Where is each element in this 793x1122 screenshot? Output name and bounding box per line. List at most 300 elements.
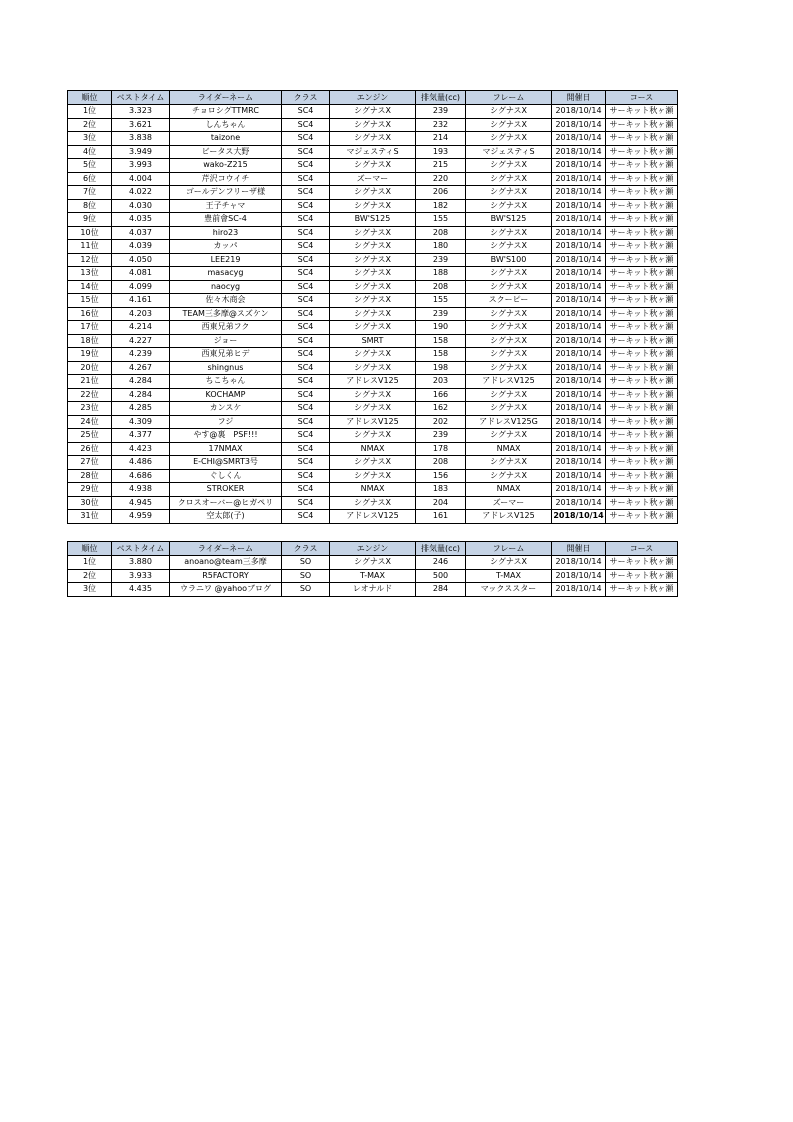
displacement-cell: 198 bbox=[416, 361, 466, 375]
rider-name-cell: しんちゃん bbox=[170, 118, 282, 132]
sc4-results-table bbox=[67, 90, 678, 524]
class-cell: SO bbox=[282, 556, 330, 570]
header-engine: エンジン bbox=[330, 91, 416, 105]
engine-cell: シグナスX bbox=[330, 186, 416, 200]
table-row bbox=[68, 145, 678, 159]
engine-cell: シグナスX bbox=[330, 321, 416, 335]
displacement-cell: 155 bbox=[416, 213, 466, 227]
frame-cell: シグナスX bbox=[466, 226, 552, 240]
engine-cell: シグナスX bbox=[330, 240, 416, 254]
displacement-cell: 204 bbox=[416, 496, 466, 510]
frame-cell: シグナスX bbox=[466, 172, 552, 186]
header-date: 開催日 bbox=[552, 91, 606, 105]
rider-name-cell: ちこちゃん bbox=[170, 375, 282, 389]
course-cell: サーキット秋ヶ瀬 bbox=[606, 510, 678, 524]
frame-cell: シグナスX bbox=[466, 456, 552, 470]
date-cell: 2018/10/14 bbox=[552, 132, 606, 146]
class-cell: SC4 bbox=[282, 186, 330, 200]
course-cell: サーキット秋ヶ瀬 bbox=[606, 307, 678, 321]
engine-cell: アドレスV125 bbox=[330, 375, 416, 389]
engine-cell: シグナスX bbox=[330, 226, 416, 240]
course-cell: サーキット秋ヶ瀬 bbox=[606, 442, 678, 456]
engine-cell: ズーマー bbox=[330, 172, 416, 186]
rank-cell: 12位 bbox=[68, 253, 112, 267]
rank-cell: 7位 bbox=[68, 186, 112, 200]
engine-cell: シグナスX bbox=[330, 132, 416, 146]
frame-cell: T-MAX bbox=[466, 569, 552, 583]
date-cell: 2018/10/14 bbox=[552, 253, 606, 267]
course-cell: サーキット秋ヶ瀬 bbox=[606, 280, 678, 294]
rank-cell: 15位 bbox=[68, 294, 112, 308]
course-cell: サーキット秋ヶ瀬 bbox=[606, 469, 678, 483]
class-cell: SC4 bbox=[282, 496, 330, 510]
class-cell: SC4 bbox=[282, 334, 330, 348]
course-cell: サーキット秋ヶ瀬 bbox=[606, 172, 678, 186]
header-rider-name: ライダーネーム bbox=[170, 91, 282, 105]
date-cell: 2018/10/14 bbox=[552, 583, 606, 597]
table-row bbox=[68, 186, 678, 200]
frame-cell: NMAX bbox=[466, 483, 552, 497]
best-time-cell: 4.035 bbox=[112, 213, 170, 227]
best-time-cell: 4.099 bbox=[112, 280, 170, 294]
class-cell: SC4 bbox=[282, 253, 330, 267]
frame-cell: アドレスV125 bbox=[466, 510, 552, 524]
course-cell: サーキット秋ヶ瀬 bbox=[606, 496, 678, 510]
best-time-cell: 4.377 bbox=[112, 429, 170, 443]
frame-cell: シグナスX bbox=[466, 280, 552, 294]
date-cell: 2018/10/14 bbox=[552, 402, 606, 416]
class-cell: SC4 bbox=[282, 145, 330, 159]
course-cell: サーキット秋ヶ瀬 bbox=[606, 199, 678, 213]
rider-name-cell: E-CHI@SMRT3号 bbox=[170, 456, 282, 470]
date-cell: 2018/10/14 bbox=[552, 496, 606, 510]
course-cell: サーキット秋ヶ瀬 bbox=[606, 105, 678, 119]
date-cell: 2018/10/14 bbox=[552, 415, 606, 429]
table-row bbox=[68, 105, 678, 119]
best-time-cell: 4.423 bbox=[112, 442, 170, 456]
engine-cell: シグナスX bbox=[330, 429, 416, 443]
frame-cell: BW'S100 bbox=[466, 253, 552, 267]
date-cell: 2018/10/14 bbox=[552, 294, 606, 308]
engine-cell: アドレスV125 bbox=[330, 415, 416, 429]
rider-name-cell: 17NMAX bbox=[170, 442, 282, 456]
date-cell: 2018/10/14 bbox=[552, 469, 606, 483]
class-cell: SC4 bbox=[282, 402, 330, 416]
table-row bbox=[68, 132, 678, 146]
rider-name-cell: 空太郎(子) bbox=[170, 510, 282, 524]
course-cell: サーキット秋ヶ瀬 bbox=[606, 118, 678, 132]
best-time-cell: 4.050 bbox=[112, 253, 170, 267]
rank-cell: 20位 bbox=[68, 361, 112, 375]
best-time-cell: 3.838 bbox=[112, 132, 170, 146]
engine-cell: レオナルド bbox=[330, 583, 416, 597]
table-row bbox=[68, 199, 678, 213]
best-time-cell: 4.435 bbox=[112, 583, 170, 597]
date-cell: 2018/10/14 bbox=[552, 375, 606, 389]
displacement-cell: 284 bbox=[416, 583, 466, 597]
course-cell: サーキット秋ヶ瀬 bbox=[606, 348, 678, 362]
table-row bbox=[68, 456, 678, 470]
class-cell: SC4 bbox=[282, 483, 330, 497]
header-date: 開催日 bbox=[552, 542, 606, 556]
course-cell: サーキット秋ヶ瀬 bbox=[606, 429, 678, 443]
class-cell: SC4 bbox=[282, 280, 330, 294]
date-cell: 2018/10/14 bbox=[552, 145, 606, 159]
best-time-cell: 4.267 bbox=[112, 361, 170, 375]
best-time-cell: 4.030 bbox=[112, 199, 170, 213]
rank-cell: 3位 bbox=[68, 132, 112, 146]
displacement-cell: 188 bbox=[416, 267, 466, 281]
course-cell: サーキット秋ヶ瀬 bbox=[606, 253, 678, 267]
rider-name-cell: クロスオーバー@ヒガペリ bbox=[170, 496, 282, 510]
header-displacement: 排気量(cc) bbox=[416, 542, 466, 556]
rider-name-cell: やす@裏 PSF!!! bbox=[170, 429, 282, 443]
best-time-cell: 4.686 bbox=[112, 469, 170, 483]
table-row bbox=[68, 253, 678, 267]
class-cell: SC4 bbox=[282, 132, 330, 146]
frame-cell: シグナスX bbox=[466, 321, 552, 335]
rider-name-cell: taizone bbox=[170, 132, 282, 146]
class-cell: SC4 bbox=[282, 510, 330, 524]
class-cell: SC4 bbox=[282, 361, 330, 375]
frame-cell: スクーピー bbox=[466, 294, 552, 308]
class-cell: SC4 bbox=[282, 159, 330, 173]
header-best-time: ベストタイム bbox=[112, 91, 170, 105]
rider-name-cell: 佐々木商会 bbox=[170, 294, 282, 308]
date-cell: 2018/10/14 bbox=[552, 569, 606, 583]
table-header bbox=[68, 542, 678, 556]
class-cell: SC4 bbox=[282, 267, 330, 281]
best-time-cell: 4.284 bbox=[112, 375, 170, 389]
best-time-cell: 4.037 bbox=[112, 226, 170, 240]
table-row bbox=[68, 583, 678, 597]
class-cell: SO bbox=[282, 583, 330, 597]
rank-cell: 13位 bbox=[68, 267, 112, 281]
rank-cell: 23位 bbox=[68, 402, 112, 416]
best-time-cell: 4.227 bbox=[112, 334, 170, 348]
engine-cell: BW'S125 bbox=[330, 213, 416, 227]
rider-name-cell: 芹沢コウイチ bbox=[170, 172, 282, 186]
frame-cell: シグナスX bbox=[466, 556, 552, 570]
rank-cell: 6位 bbox=[68, 172, 112, 186]
course-cell: サーキット秋ヶ瀬 bbox=[606, 159, 678, 173]
displacement-cell: 180 bbox=[416, 240, 466, 254]
table-row bbox=[68, 556, 678, 570]
displacement-cell: 183 bbox=[416, 483, 466, 497]
table-row bbox=[68, 334, 678, 348]
displacement-cell: 208 bbox=[416, 280, 466, 294]
best-time-cell: 4.959 bbox=[112, 510, 170, 524]
rider-name-cell: anoano@team三多摩 bbox=[170, 556, 282, 570]
table-row bbox=[68, 240, 678, 254]
best-time-cell: 4.309 bbox=[112, 415, 170, 429]
rank-cell: 1位 bbox=[68, 556, 112, 570]
table-row bbox=[68, 267, 678, 281]
class-cell: SC4 bbox=[282, 118, 330, 132]
rank-cell: 28位 bbox=[68, 469, 112, 483]
class-cell: SC4 bbox=[282, 456, 330, 470]
rider-name-cell: naocyg bbox=[170, 280, 282, 294]
rank-cell: 21位 bbox=[68, 375, 112, 389]
header-displacement: 排気量(cc) bbox=[416, 91, 466, 105]
best-time-cell: 4.285 bbox=[112, 402, 170, 416]
date-cell: 2018/10/14 bbox=[552, 321, 606, 335]
displacement-cell: 190 bbox=[416, 321, 466, 335]
rider-name-cell: shingnus bbox=[170, 361, 282, 375]
date-cell: 2018/10/14 bbox=[552, 118, 606, 132]
displacement-cell: 208 bbox=[416, 456, 466, 470]
displacement-cell: 193 bbox=[416, 145, 466, 159]
frame-cell: シグナスX bbox=[466, 361, 552, 375]
rank-cell: 26位 bbox=[68, 442, 112, 456]
date-cell: 2018/10/14 bbox=[552, 361, 606, 375]
header-course: コース bbox=[606, 91, 678, 105]
displacement-cell: 182 bbox=[416, 199, 466, 213]
rider-name-cell: ジョー bbox=[170, 334, 282, 348]
rider-name-cell: 西東兄弟ヒデ bbox=[170, 348, 282, 362]
table-row bbox=[68, 510, 678, 524]
engine-cell: シグナスX bbox=[330, 294, 416, 308]
date-cell: 2018/10/14 bbox=[552, 348, 606, 362]
best-time-cell: 4.938 bbox=[112, 483, 170, 497]
class-cell: SC4 bbox=[282, 307, 330, 321]
header-course: コース bbox=[606, 542, 678, 556]
course-cell: サーキット秋ヶ瀬 bbox=[606, 388, 678, 402]
displacement-cell: 500 bbox=[416, 569, 466, 583]
table-row bbox=[68, 226, 678, 240]
rider-name-cell: wako-Z215 bbox=[170, 159, 282, 173]
displacement-cell: 220 bbox=[416, 172, 466, 186]
rank-cell: 16位 bbox=[68, 307, 112, 321]
rider-name-cell: ウラニワ @yahooブログ bbox=[170, 583, 282, 597]
course-cell: サーキット秋ヶ瀬 bbox=[606, 321, 678, 335]
displacement-cell: 206 bbox=[416, 186, 466, 200]
best-time-cell: 4.214 bbox=[112, 321, 170, 335]
table-row bbox=[68, 569, 678, 583]
engine-cell: シグナスX bbox=[330, 348, 416, 362]
engine-cell: T-MAX bbox=[330, 569, 416, 583]
displacement-cell: 178 bbox=[416, 442, 466, 456]
rank-cell: 24位 bbox=[68, 415, 112, 429]
header-row bbox=[68, 91, 678, 105]
date-cell: 2018/10/14 bbox=[552, 240, 606, 254]
displacement-cell: 158 bbox=[416, 334, 466, 348]
displacement-cell: 156 bbox=[416, 469, 466, 483]
rider-name-cell: masacyg bbox=[170, 267, 282, 281]
date-cell: 2018/10/14 bbox=[552, 280, 606, 294]
best-time-cell: 4.039 bbox=[112, 240, 170, 254]
engine-cell: NMAX bbox=[330, 483, 416, 497]
engine-cell: シグナスX bbox=[330, 280, 416, 294]
frame-cell: シグナスX bbox=[466, 199, 552, 213]
rider-name-cell: TEAM三多摩@スズケン bbox=[170, 307, 282, 321]
engine-cell: シグナスX bbox=[330, 388, 416, 402]
course-cell: サーキット秋ヶ瀬 bbox=[606, 213, 678, 227]
rider-name-cell: カンスケ bbox=[170, 402, 282, 416]
frame-cell: シグナスX bbox=[466, 240, 552, 254]
rider-name-cell: STROKER bbox=[170, 483, 282, 497]
course-cell: サーキット秋ヶ瀬 bbox=[606, 361, 678, 375]
class-cell: SC4 bbox=[282, 294, 330, 308]
displacement-cell: 202 bbox=[416, 415, 466, 429]
rank-cell: 2位 bbox=[68, 118, 112, 132]
frame-cell: アドレスV125G bbox=[466, 415, 552, 429]
rank-cell: 4位 bbox=[68, 145, 112, 159]
rank-cell: 14位 bbox=[68, 280, 112, 294]
engine-cell: シグナスX bbox=[330, 199, 416, 213]
rank-cell: 9位 bbox=[68, 213, 112, 227]
best-time-cell: 3.323 bbox=[112, 105, 170, 119]
rider-name-cell: チョロシグTTMRC bbox=[170, 105, 282, 119]
best-time-cell: 4.161 bbox=[112, 294, 170, 308]
rider-name-cell: 豊前會SC-4 bbox=[170, 213, 282, 227]
table-row bbox=[68, 159, 678, 173]
engine-cell: シグナスX bbox=[330, 496, 416, 510]
displacement-cell: 166 bbox=[416, 388, 466, 402]
rank-cell: 11位 bbox=[68, 240, 112, 254]
engine-cell: シグナスX bbox=[330, 105, 416, 119]
table-row bbox=[68, 442, 678, 456]
rank-cell: 5位 bbox=[68, 159, 112, 173]
date-cell: 2018/10/14 bbox=[552, 213, 606, 227]
header-engine: エンジン bbox=[330, 542, 416, 556]
course-cell: サーキット秋ヶ瀬 bbox=[606, 132, 678, 146]
rider-name-cell: ゴールデンフリーザ様 bbox=[170, 186, 282, 200]
class-cell: SC4 bbox=[282, 415, 330, 429]
displacement-cell: 232 bbox=[416, 118, 466, 132]
date-cell: 2018/10/14 bbox=[552, 307, 606, 321]
best-time-cell: 4.081 bbox=[112, 267, 170, 281]
date-cell: 2018/10/14 bbox=[552, 442, 606, 456]
rank-cell: 29位 bbox=[68, 483, 112, 497]
best-time-cell: 4.004 bbox=[112, 172, 170, 186]
header-rank: 順位 bbox=[68, 542, 112, 556]
engine-cell: シグナスX bbox=[330, 267, 416, 281]
frame-cell: BW'S125 bbox=[466, 213, 552, 227]
course-cell: サーキット秋ヶ瀬 bbox=[606, 294, 678, 308]
rank-cell: 27位 bbox=[68, 456, 112, 470]
date-cell: 2018/10/14 bbox=[552, 267, 606, 281]
displacement-cell: 239 bbox=[416, 307, 466, 321]
rank-cell: 3位 bbox=[68, 583, 112, 597]
displacement-cell: 239 bbox=[416, 429, 466, 443]
engine-cell: シグナスX bbox=[330, 361, 416, 375]
course-cell: サーキット秋ヶ瀬 bbox=[606, 415, 678, 429]
table-row bbox=[68, 496, 678, 510]
header-rank: 順位 bbox=[68, 91, 112, 105]
class-cell: SC4 bbox=[282, 469, 330, 483]
course-cell: サーキット秋ヶ瀬 bbox=[606, 483, 678, 497]
rank-cell: 8位 bbox=[68, 199, 112, 213]
frame-cell: シグナスX bbox=[466, 307, 552, 321]
date-cell: 2018/10/14 bbox=[552, 388, 606, 402]
displacement-cell: 161 bbox=[416, 510, 466, 524]
date-cell: 2018/10/14 bbox=[552, 226, 606, 240]
table-row bbox=[68, 402, 678, 416]
rider-name-cell: カッパ bbox=[170, 240, 282, 254]
class-cell: SC4 bbox=[282, 172, 330, 186]
frame-cell: シグナスX bbox=[466, 267, 552, 281]
engine-cell: マジェスティS bbox=[330, 145, 416, 159]
class-cell: SC4 bbox=[282, 226, 330, 240]
frame-cell: アドレスV125 bbox=[466, 375, 552, 389]
frame-cell: シグナスX bbox=[466, 402, 552, 416]
rank-cell: 25位 bbox=[68, 429, 112, 443]
class-cell: SC4 bbox=[282, 442, 330, 456]
header-frame: フレーム bbox=[466, 91, 552, 105]
engine-cell: シグナスX bbox=[330, 456, 416, 470]
engine-cell: シグナスX bbox=[330, 469, 416, 483]
frame-cell: マックススター bbox=[466, 583, 552, 597]
rider-name-cell: 王子チャマ bbox=[170, 199, 282, 213]
date-cell: 2018/10/14 bbox=[552, 159, 606, 173]
course-cell: サーキット秋ヶ瀬 bbox=[606, 569, 678, 583]
frame-cell: シグナスX bbox=[466, 348, 552, 362]
date-cell: 2018/10/14 bbox=[552, 429, 606, 443]
frame-cell: NMAX bbox=[466, 442, 552, 456]
class-cell: SC4 bbox=[282, 375, 330, 389]
engine-cell: シグナスX bbox=[330, 159, 416, 173]
rank-cell: 19位 bbox=[68, 348, 112, 362]
engine-cell: アドレスV125 bbox=[330, 510, 416, 524]
best-time-cell: 3.993 bbox=[112, 159, 170, 173]
engine-cell: シグナスX bbox=[330, 556, 416, 570]
frame-cell: シグナスX bbox=[466, 159, 552, 173]
date-cell: 2018/10/14 bbox=[552, 105, 606, 119]
displacement-cell: 208 bbox=[416, 226, 466, 240]
table-row bbox=[68, 118, 678, 132]
table-row bbox=[68, 469, 678, 483]
table-row bbox=[68, 321, 678, 335]
best-time-cell: 4.284 bbox=[112, 388, 170, 402]
date-cell: 2018/10/14 bbox=[552, 172, 606, 186]
course-cell: サーキット秋ヶ瀬 bbox=[606, 402, 678, 416]
displacement-cell: 239 bbox=[416, 253, 466, 267]
class-cell: SC4 bbox=[282, 199, 330, 213]
engine-cell: シグナスX bbox=[330, 253, 416, 267]
displacement-cell: 246 bbox=[416, 556, 466, 570]
rank-cell: 31位 bbox=[68, 510, 112, 524]
class-cell: SC4 bbox=[282, 348, 330, 362]
header-best-time: ベストタイム bbox=[112, 542, 170, 556]
class-cell: SC4 bbox=[282, 321, 330, 335]
class-cell: SC4 bbox=[282, 105, 330, 119]
rank-cell: 1位 bbox=[68, 105, 112, 119]
best-time-cell: 3.933 bbox=[112, 569, 170, 583]
course-cell: サーキット秋ヶ瀬 bbox=[606, 583, 678, 597]
engine-cell: シグナスX bbox=[330, 402, 416, 416]
rank-cell: 10位 bbox=[68, 226, 112, 240]
rider-name-cell: KOCHAMP bbox=[170, 388, 282, 402]
table-row bbox=[68, 172, 678, 186]
displacement-cell: 158 bbox=[416, 348, 466, 362]
sc4-table-body bbox=[68, 105, 678, 524]
frame-cell: ズーマー bbox=[466, 496, 552, 510]
best-time-cell: 4.945 bbox=[112, 496, 170, 510]
class-cell: SC4 bbox=[282, 240, 330, 254]
rank-cell: 2位 bbox=[68, 569, 112, 583]
date-cell: 2018/10/14 bbox=[552, 199, 606, 213]
course-cell: サーキット秋ヶ瀬 bbox=[606, 267, 678, 281]
frame-cell: シグナスX bbox=[466, 388, 552, 402]
table-row bbox=[68, 361, 678, 375]
date-cell: 2018/10/14 bbox=[552, 510, 606, 524]
so-results-table bbox=[67, 541, 678, 597]
so-table-body bbox=[68, 556, 678, 597]
course-cell: サーキット秋ヶ瀬 bbox=[606, 226, 678, 240]
rank-cell: 18位 bbox=[68, 334, 112, 348]
rider-name-cell: ぐしくん bbox=[170, 469, 282, 483]
